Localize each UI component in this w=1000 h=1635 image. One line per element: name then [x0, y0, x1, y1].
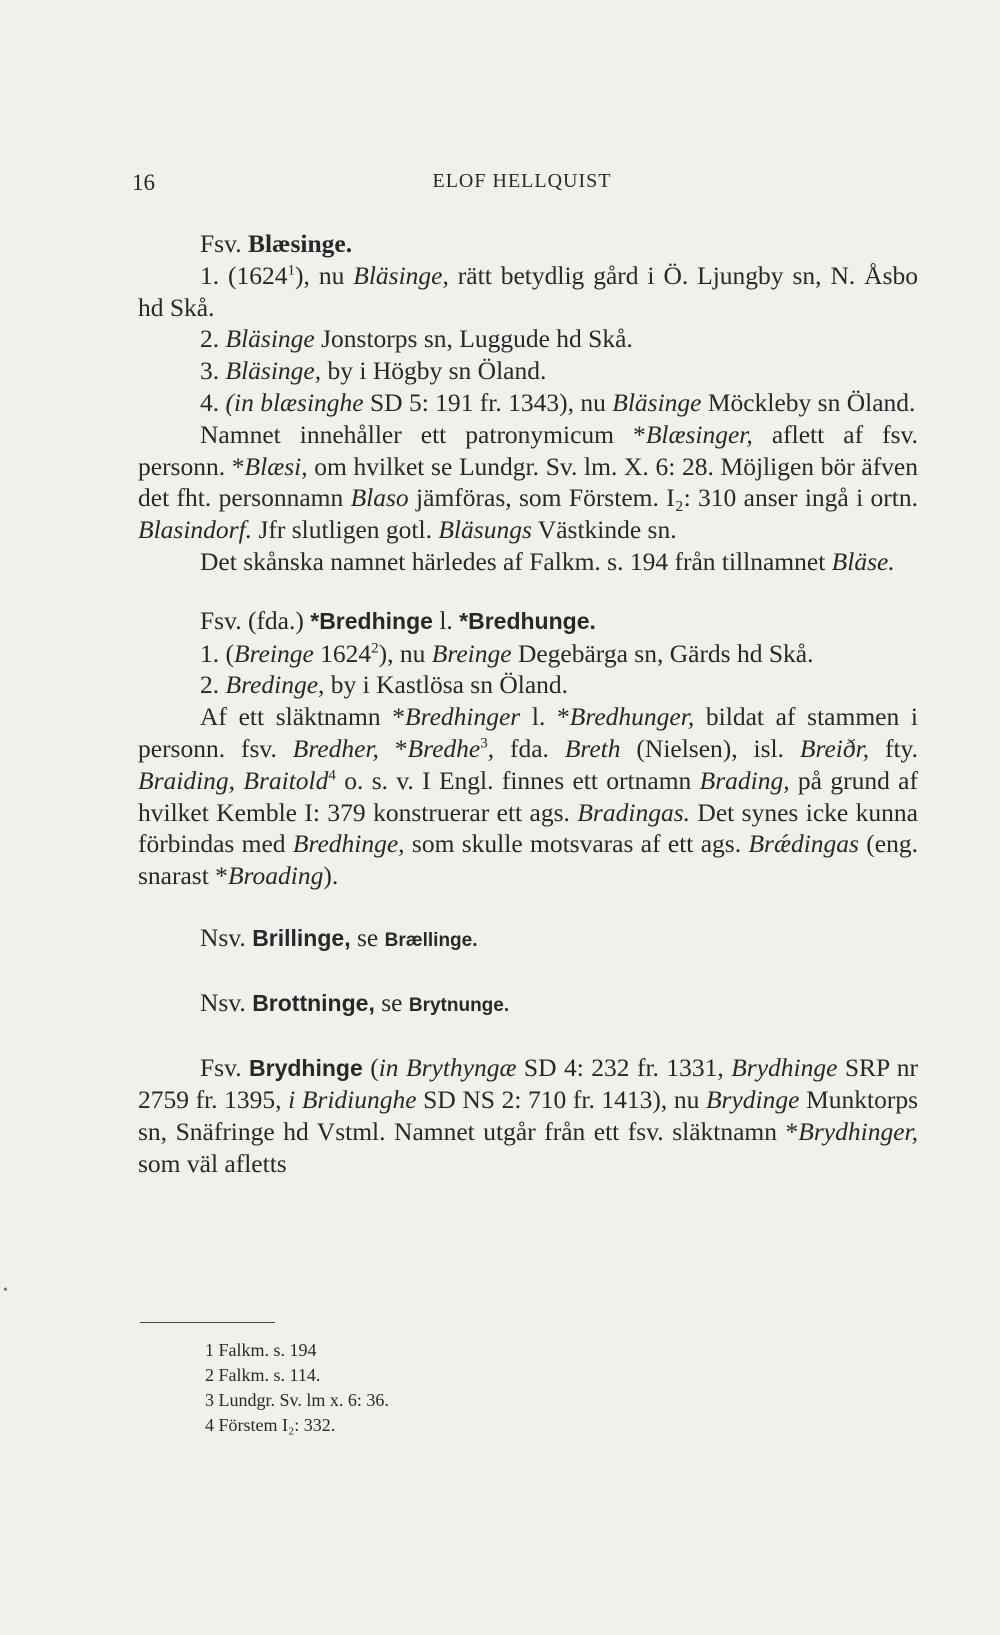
entry-paragraph: Af ett släktnamn *Bredhinger l. *Bredhunger, bildat af stammen i personn. fsv. Bredher, *Bredhe$^3$, fda. Breth (Nielsen), isl. Breiðr, fty. Braiding, Braitold$^4$ o. s. v. I Engl. finnes ett ortnamn Brading, på grund af hvilket Kemble I: 379 konstruerar ett ags. Bradingas. Det synes icke kunna förbindas med Bredhinge, som skulle motsvaras af ett ags. Brǽdingas (eng. snarast *Broading). [138, 702, 918, 891]
cross-reference: Brytnunge. [408, 994, 510, 1016]
entry-brillinge: Nsv. Brillinge, se Brællinge. [200, 922, 478, 952]
entry-line: 2. Bredinge, by i Kastlösa sn Öland. [200, 670, 569, 700]
page-header [132, 170, 912, 206]
running-head: ELOF HELLQUIST [432, 170, 612, 192]
entry-blaesinge-head: Fsv. Blæsinge. [200, 229, 353, 258]
footnote-rule [140, 1322, 275, 1323]
margin-mark: • [3, 1283, 8, 1298]
entry-paragraph: Det skånska namnet härledes af Falkm. s. 194 från tillnamnet Bläse. [200, 546, 895, 576]
headword: *Bredhinge [310, 607, 433, 634]
headword: *Bredhunge. [459, 607, 596, 634]
entry-brottninge: Nsv. Brottninge, se Brytnunge. [200, 987, 510, 1017]
footnote: 3 Lundgr. Sv. lm x. 6: 36. [205, 1390, 389, 1410]
headword: Brillinge, [252, 924, 351, 951]
page-body [138, 228, 918, 1180]
headword: Blæsinge. [247, 229, 353, 258]
footnotes [205, 1338, 389, 1438]
footnote: 1 Falkm. s. 194 [205, 1340, 317, 1360]
headword: Brydhinge [249, 1054, 363, 1081]
page-number: 16 [132, 170, 155, 195]
entry-line: 3. Bläsinge, by i Högby sn Öland. [200, 356, 547, 386]
footnote: 4 Förstem I₂: 332. [205, 1415, 336, 1435]
cross-reference: Brællinge. [384, 929, 478, 951]
entry-line: 4. (in blæsinghe SD 5: 191 fr. 1343), nu Bläsinge Möckleby sn Öland. [200, 387, 916, 417]
entry-paragraph: Namnet innehåller ett patronymicum *Blæsinger, aflett af fsv. personn. *Blæsi, om hvilket se Lundgr. Sv. lm. X. 6: 28. Möjligen bör äfven det fht. personnamn Blaso jämföras, som Förstem. I₂: 310 anser ingå i ortn. Blasindorf. Jfr slutligen gotl. Bläsungs Västkinde sn. [138, 419, 919, 545]
footnote: 2 Falkm. s. 114. [205, 1365, 321, 1385]
headword: Brottninge, [252, 989, 375, 1016]
entry-brydhinge: Fsv. Brydhinge (in Brythyngæ SD 4: 232 fr. 1331, Brydhinge SRP nr 2759 fr. 1395, i Bridiunghe SD NS 2: 710 fr. 1413), nu Brydinge Munktorps sn, Snäfringe hd Vstml. Namnet utgår från ett fsv. släktnamn *Brydhinger, som väl afletts [138, 1052, 918, 1178]
entry-line: 1. (1624$^1$), nu Bläsinge, rätt betydlig gård i Ö. Ljungby sn, N. Åsbo hd Skå. [138, 260, 919, 322]
entry-line: 1. (Breinge 1624$^2$), nu Breinge Degebärga sn, Gärds hd Skå. [200, 638, 814, 668]
entry-bredhinge-head: Fsv. (fda.) *Bredhinge l. *Bredhunge. [200, 605, 596, 635]
entry-line: 2. Bläsinge Jonstorps sn, Luggude hd Skå. [200, 324, 633, 354]
